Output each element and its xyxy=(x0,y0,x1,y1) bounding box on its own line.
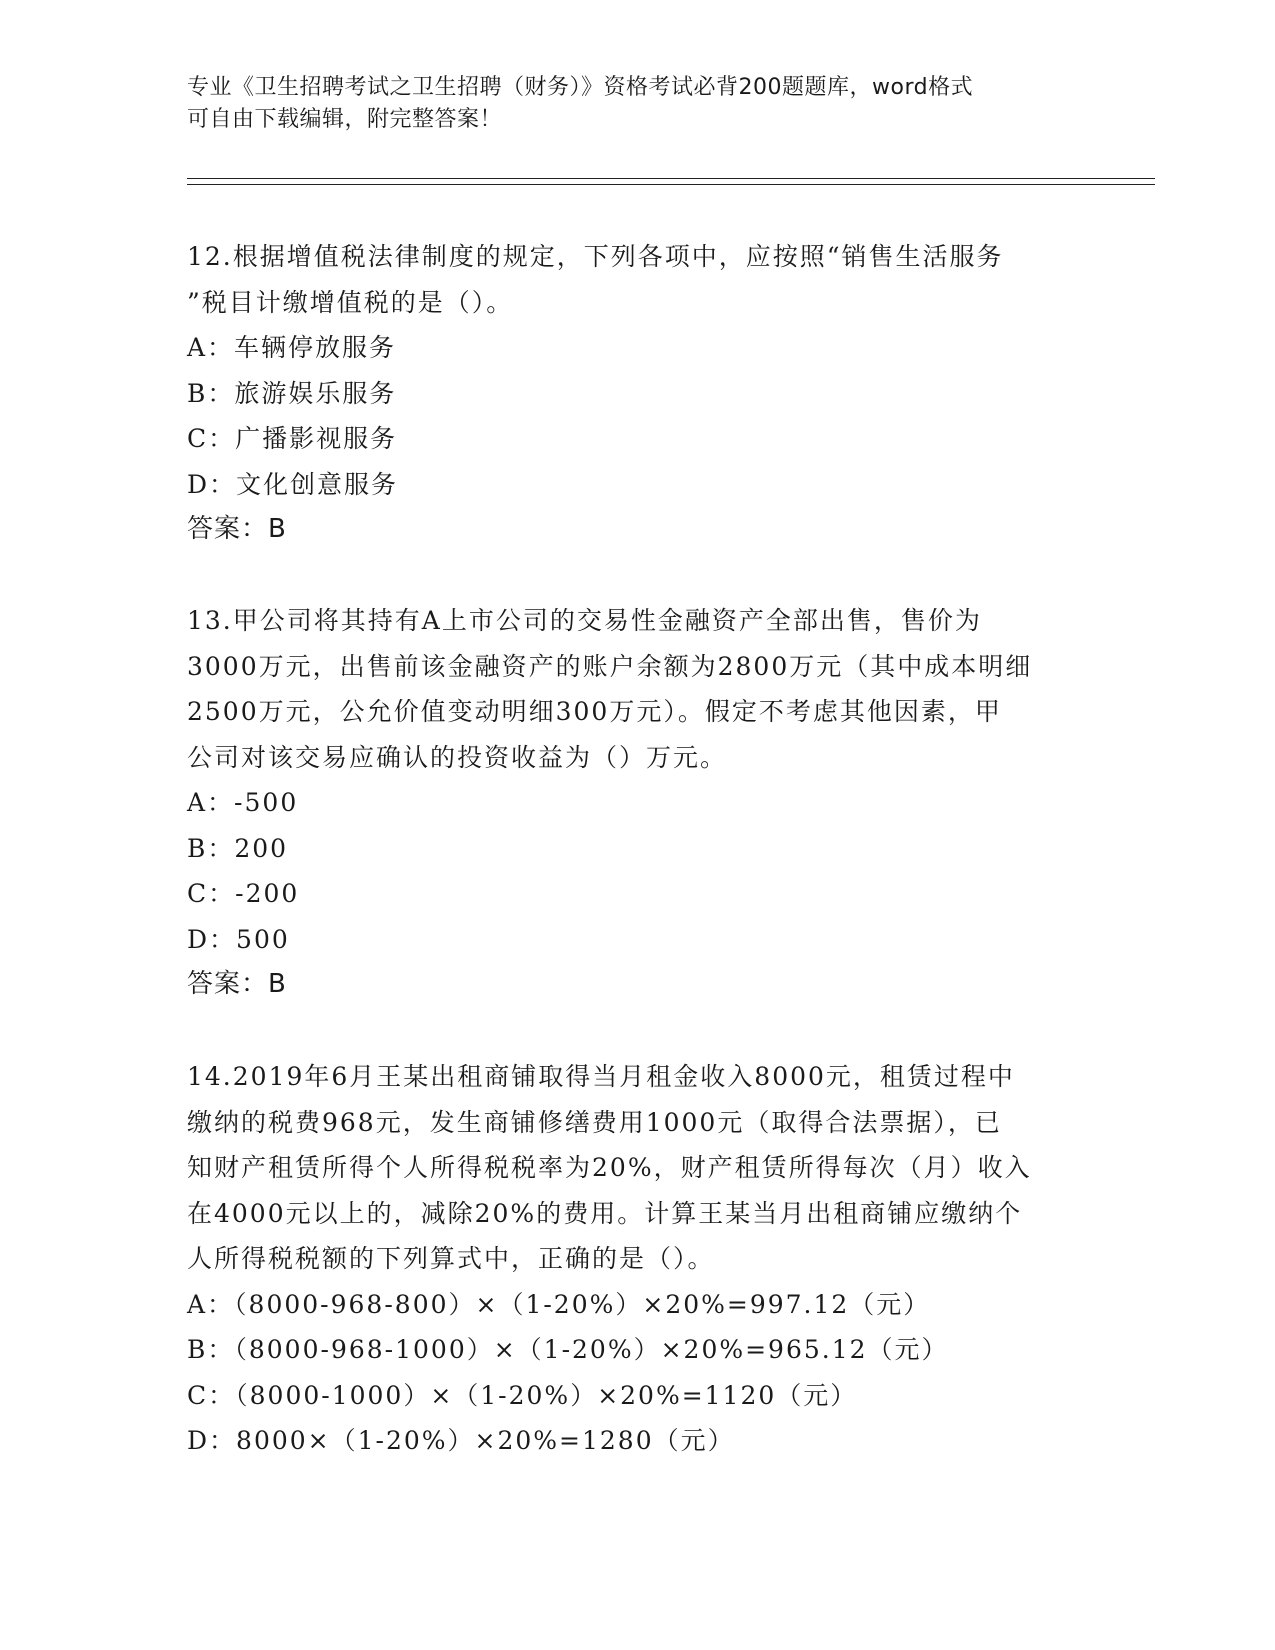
question-stem-line: 13.甲公司将其持有A上市公司的交易性金融资产全部出售，售价为 xyxy=(187,606,982,635)
option-d: D：文化创意服务 xyxy=(187,469,399,499)
option-b: B：旅游娱乐服务 xyxy=(187,378,397,408)
option-b: B：（8000-968-1000）×（1-20%）×20%=965.12（元） xyxy=(187,1335,949,1364)
option-c: C：-200 xyxy=(187,879,300,908)
question-stem-line: 公司对该交易应确认的投资收益为（）万元。 xyxy=(187,742,728,772)
question-stem-line: 缴纳的税费968元，发生商铺修缮费用1000元（取得合法票据），已 xyxy=(187,1107,1002,1137)
question-stem-line: 在4000元以上的，减除20%的费用。计算王某当月出租商铺应缴纳个 xyxy=(187,1198,1023,1228)
header-line-1: 专业《卫生招聘考试之卫生招聘（财务）》资格考试必背200题题库，word格式 xyxy=(187,75,974,100)
question-14 xyxy=(187,1054,1087,1464)
question-12 xyxy=(187,234,1087,553)
question-stem-line: 知财产租赁所得个人所得税税率为20%，财产租赁所得每次（月）收入 xyxy=(187,1153,1032,1182)
question-stem-line: 3000万元，出售前该金融资产的账户余额为2800万元（其中成本明细 xyxy=(187,651,1033,681)
option-d: D：8000×（1-20%）×20%=1280（元） xyxy=(187,1426,735,1455)
answer-line: 答案：B xyxy=(187,514,287,544)
question-stem-line: 人所得税税额的下列算式中，正确的是（）。 xyxy=(187,1244,715,1273)
option-a: A：-500 xyxy=(187,788,299,817)
option-c: C：（8000-1000）×（1-20%）×20%=1120（元） xyxy=(187,1380,858,1410)
header-line-2: 可自由下载编辑，附完整答案！ xyxy=(187,107,503,132)
option-d: D：500 xyxy=(187,924,290,954)
document-header xyxy=(187,72,1067,136)
question-stem-line: 14.2019年6月王某出租商铺取得当月租金收入8000元，租赁过程中 xyxy=(187,1062,1015,1091)
question-stem-line: ”税目计缴增值税的是（）。 xyxy=(187,287,514,317)
header-divider-top xyxy=(187,178,1155,179)
option-c: C：广播影视服务 xyxy=(187,424,398,453)
option-a: A：（8000-968-800）×（1-20%）×20%=997.12（元） xyxy=(187,1289,931,1319)
option-a: A：车辆停放服务 xyxy=(187,333,397,362)
option-b: B：200 xyxy=(187,833,289,863)
question-stem-line: 2500万元，公允价值变动明细300万元）。假定不考虑其他因素，甲 xyxy=(187,697,1002,726)
answer-line: 答案：B xyxy=(187,969,287,999)
question-13 xyxy=(187,598,1087,1008)
header-divider-bottom xyxy=(187,184,1155,185)
question-stem-line: 12.根据增值税法律制度的规定，下列各项中，应按照“销售生活服务 xyxy=(187,242,1004,271)
